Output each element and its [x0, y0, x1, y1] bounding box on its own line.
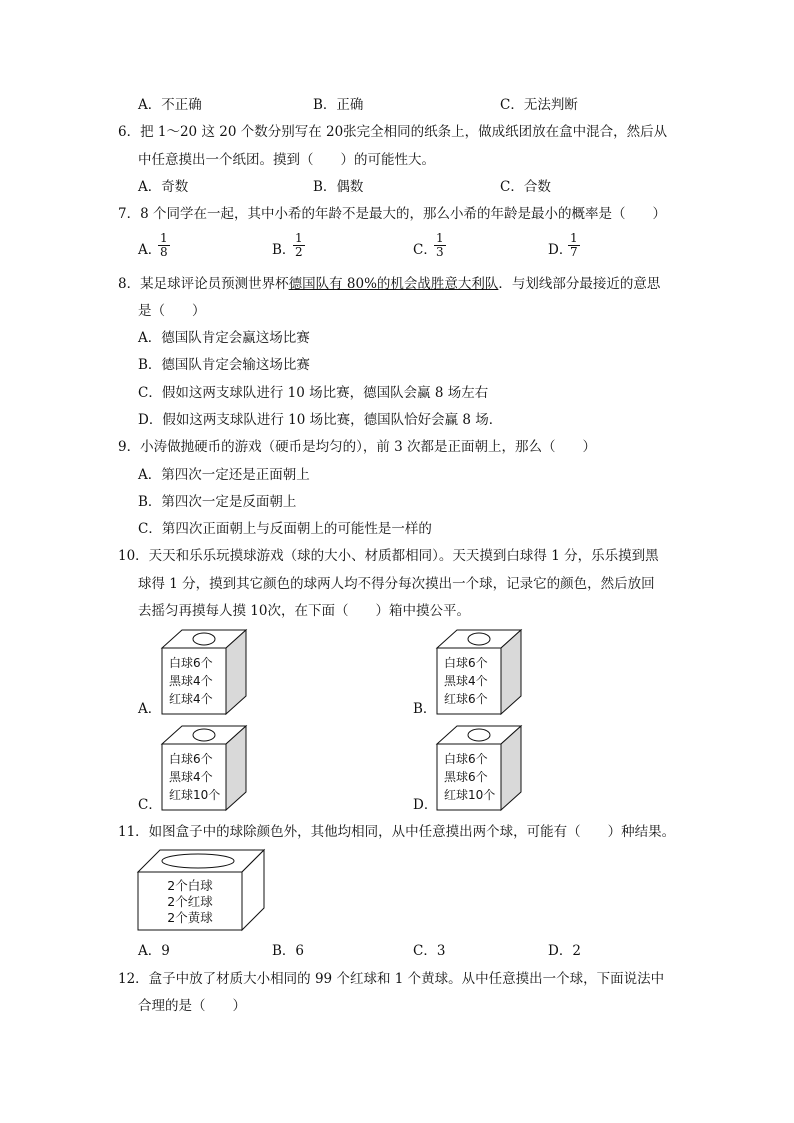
box-opening	[468, 633, 490, 645]
box-opening	[193, 633, 215, 645]
q6-option-c: C．合数	[500, 179, 551, 195]
box-line-black: 黑球6个	[444, 770, 488, 784]
q6-option-b: B．偶数	[313, 179, 364, 195]
q6-option-a: A．奇数	[138, 179, 189, 195]
q9-option-b: B．第四次一定是反面朝上	[138, 494, 297, 510]
q8-option-d: D．假如这两支球队进行 10 场比赛，德国队恰好会赢 8 场．	[138, 412, 503, 428]
box-line-red: 红球10个	[444, 788, 496, 802]
q9-stem-line1: 9．小涛做抛硬币的游戏（硬币是均匀的），前 3 次都是正面朝上，那么（ ）	[118, 439, 597, 455]
q8-stem-line2: 是（ ）	[138, 303, 206, 319]
fraction-denominator: 7	[570, 245, 578, 259]
fraction-denominator: 3	[436, 245, 444, 259]
box-opening	[468, 729, 490, 741]
q7-option-d-label: D．	[548, 242, 573, 258]
q5-option-b: B．正确	[313, 97, 364, 113]
q10-option-c-label: C．	[138, 797, 162, 813]
q12-stem-line1: 12．盒子中放了材质大小相同的 99 个红球和 1 个黄球。从中任意摸出一个球，下面说法中	[118, 971, 665, 987]
q8-stem-post: ．与划线部分最接近的意思	[498, 276, 661, 292]
box-line-black: 黑球4个	[444, 674, 488, 688]
q8-underlined-phrase: 德国队有 80%的机会战胜意大利队	[288, 276, 499, 292]
q11-option-d: D．2	[548, 943, 581, 959]
box-line-white: 白球6个	[169, 752, 213, 766]
q8-option-c: C．假如这两支球队进行 10 场比赛，德国队会赢 8 场左右	[138, 385, 489, 401]
fraction-numerator: 1	[160, 231, 168, 245]
box-line-red: 红球6个	[444, 692, 488, 706]
q7-option-a-fraction	[158, 232, 170, 259]
box-line-white: 白球6个	[444, 656, 488, 670]
q10-option-b-label: B．	[413, 701, 437, 717]
q7-option-c-fraction	[434, 232, 446, 259]
q10-box-b-figure	[435, 628, 525, 716]
box-line-white: 白球6个	[444, 752, 488, 766]
q11-stem-line1: 11．如图盒子中的球除颜色外，其他均相同，从中任意摸出两个球，可能有（ ）种结果。	[118, 824, 676, 840]
q7-option-c-label: C．	[413, 242, 437, 258]
q11-option-c: C．3	[413, 943, 446, 959]
q8-stem-pre: 8．某足球评论员预测世界杯	[118, 276, 289, 292]
q11-box-figure	[136, 848, 266, 932]
q6-stem-line1: 6．把 1～20 这 20 个数分别写在 20张完全相同的纸条上，做成纸团放在盒中混合，然后从	[118, 124, 668, 140]
fraction-denominator: 2	[295, 245, 303, 259]
q7-option-a-label: A．	[138, 242, 162, 258]
q8-option-a: A．德国队肯定会赢这场比赛	[138, 330, 310, 346]
q11-option-a: A．9	[138, 943, 170, 959]
q7-option-b-fraction	[293, 232, 305, 259]
fraction-numerator: 1	[436, 231, 444, 245]
fraction-numerator: 1	[570, 231, 578, 245]
q10-box-a-figure	[160, 628, 250, 716]
q9-option-a: A．第四次一定还是正面朝上	[138, 467, 310, 483]
q5-option-a: A．不正确	[138, 97, 202, 113]
q10-option-a-label: A．	[138, 701, 162, 717]
box-line-white: 2个白球	[167, 878, 213, 893]
box-line-red: 红球4个	[169, 692, 213, 706]
q8-option-b: B．德国队肯定会输这场比赛	[138, 357, 310, 373]
q11-option-b: B．6	[272, 943, 305, 959]
q7-option-d-fraction	[568, 232, 580, 259]
box-line-yellow: 2个黄球	[167, 910, 213, 925]
q10-box-d-figure	[435, 724, 525, 812]
q12-stem-line2: 合理的是（ ）	[138, 998, 246, 1014]
q7-option-b-label: B．	[272, 242, 296, 258]
fraction-denominator: 8	[160, 245, 168, 259]
box-opening	[162, 854, 234, 868]
box-line-black: 黑球4个	[169, 674, 213, 688]
q5-option-c: C．无法判断	[500, 97, 578, 113]
box-opening	[193, 729, 215, 741]
box-line-red: 红球10个	[169, 788, 221, 802]
q7-stem-line1: 7．8 个同学在一起，其中小希的年龄不是最大的，那么小希的年龄是最小的概率是（ ）	[118, 206, 666, 222]
box-line-white: 白球6个	[169, 656, 213, 670]
q10-stem-line1: 10．天天和乐乐玩摸球游戏（球的大小、材质都相同）。天天摸到白球得 1 分，乐乐摸到黑	[118, 548, 659, 564]
q10-stem-line2: 球得 1 分，摸到其它颜色的球两人均不得分每次摸出一个球，记录它的颜色，然后放回	[138, 576, 655, 592]
q8-stem-line1	[118, 275, 660, 293]
q9-option-c: C．第四次正面朝上与反面朝上的可能性是一样的	[138, 521, 432, 537]
q10-stem-line3: 去摇匀再摸每人摸 10次，在下面（ ）箱中摸公平。	[138, 603, 470, 619]
q10-option-d-label: D．	[413, 797, 438, 813]
q6-stem-line2: 中任意摸出一个纸团。摸到（ ）的可能性大。	[138, 152, 435, 168]
box-line-black: 黑球4个	[169, 770, 213, 784]
q10-box-c-figure	[160, 724, 250, 812]
fraction-numerator: 1	[295, 231, 303, 245]
box-line-red: 2个红球	[167, 894, 213, 909]
